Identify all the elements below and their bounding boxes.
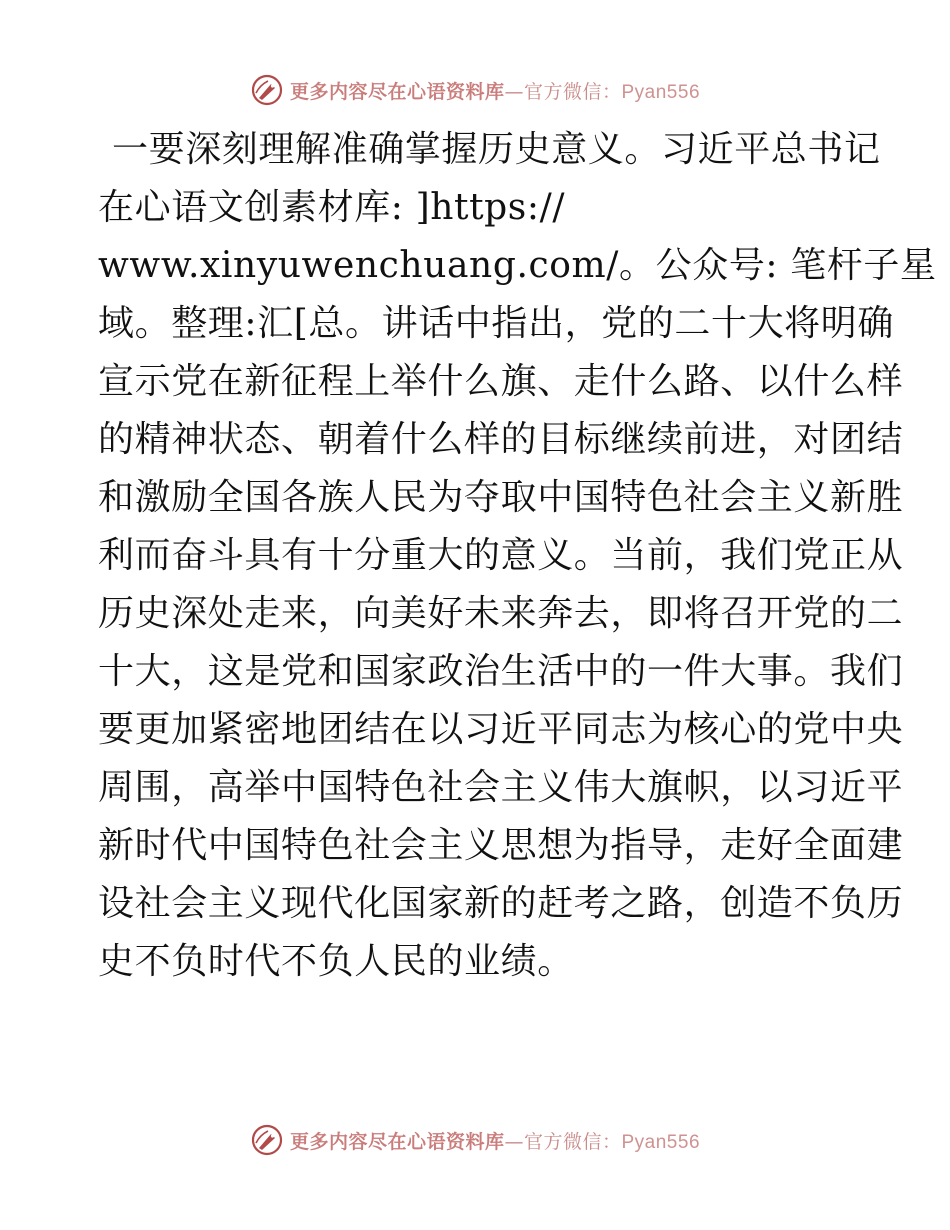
body-line: 新时代中国特色社会主义思想为指导，走好全面建 [98,825,904,866]
body-line: 十大，这是党和国家政治生活中的一件大事。我们 [98,651,904,692]
pen-nib-circle-icon [250,73,284,107]
header-watermark-prefix: 更多内容尽在心语资料库 [289,80,505,103]
body-line: www.xinyuwenchuang.com/。公众号: 笔杆子星 [98,245,937,286]
body-line: 的精神状态、朝着什么样的目标继续前进，对团结 [98,419,904,460]
body-line: 和激励全国各族人民为夺取中国特色社会主义新胜 [98,477,904,518]
footer-watermark-text [290,1127,700,1154]
body-text [98,121,937,991]
footer-watermark [0,1120,950,1160]
body-line: 域。整理:汇[总。讲话中指出，党的二十大将明确 [98,303,894,344]
body-line: 周围，高举中国特色社会主义伟大旗帜，以习近平 [98,767,904,808]
body-line: 一要深刻理解准确掌握历史意义。习近平总书记 [112,129,881,170]
body-line: 史不负时代不负人民的业绩。 [98,941,574,982]
header-watermark-suffix: 官方微信： [523,80,622,103]
header-wechat-id: Pyan556 [621,81,701,103]
body-line: 在心语文创素材库: ]https:// [98,187,566,228]
header-watermark-dash: — [504,80,524,103]
body-line: 宣示党在新征程上举什么旗、走什么路、以什么样 [98,361,904,402]
footer-watermark-suffix: 官方微信： [523,1130,622,1153]
footer-watermark-prefix: 更多内容尽在心语资料库 [289,1130,505,1153]
header-watermark-text [290,77,700,104]
body-line: 历史深处走来，向美好未来奔去，即将召开党的二 [98,593,904,634]
footer-wechat-id: Pyan556 [621,1131,701,1153]
pen-nib-circle-icon [250,1123,284,1157]
body-line: 利而奋斗具有十分重大的意义。当前，我们党正从 [98,535,904,576]
header-watermark [0,70,950,110]
footer-watermark-dash: — [504,1130,524,1153]
body-line: 设社会主义现代化国家新的赶考之路，创造不负历 [98,883,904,924]
body-line: 要更加紧密地团结在以习近平同志为核心的党中央 [98,709,904,750]
